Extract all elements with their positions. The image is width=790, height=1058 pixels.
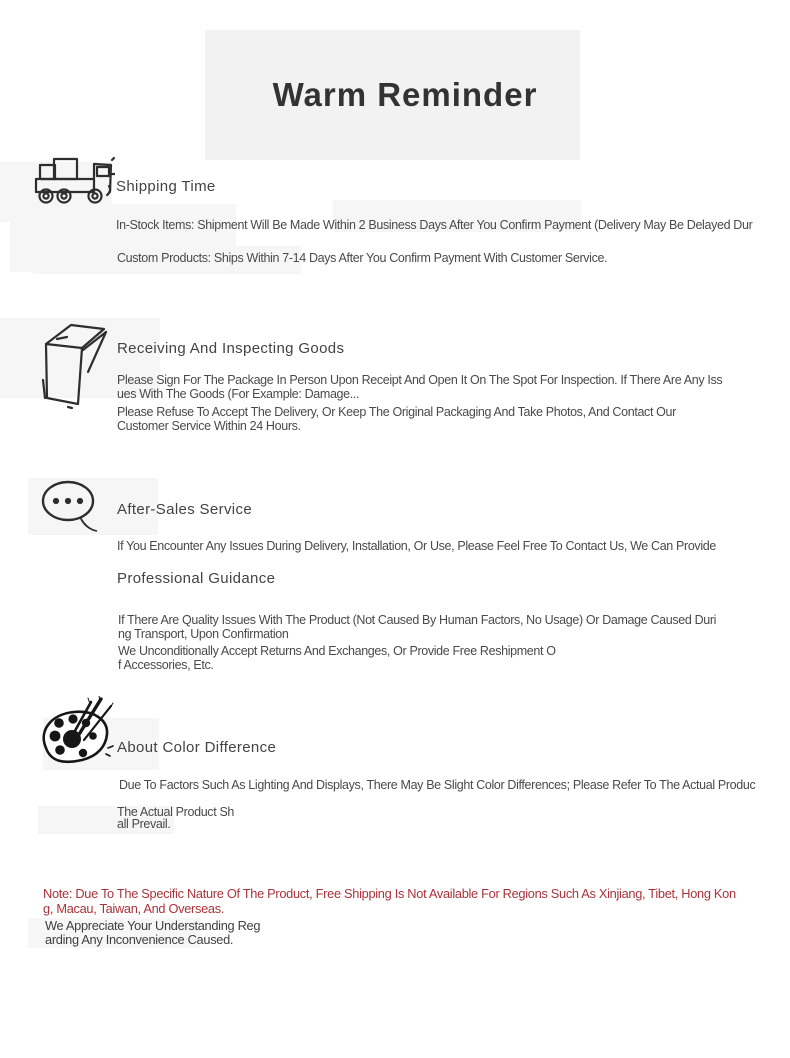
- section-heading-receiving: Receiving And Inspecting Goods: [117, 340, 345, 357]
- after-sales-paragraph: [118, 644, 556, 672]
- apology-text: [45, 919, 260, 947]
- text-line: If There Are Quality Issues With The Product (Not Caused By Human Factors, No Usage) Or Damage Caused Duri: [118, 613, 717, 627]
- shipping-paragraph: [116, 218, 752, 232]
- text-line: We Appreciate Your Understanding Reg: [45, 918, 261, 933]
- text-line: The Actual Product Sh: [117, 805, 235, 819]
- text-line: Due To Factors Such As Lighting And Displays, There May Be Slight Color Differences; Please Refer To The Actual Produc: [119, 778, 756, 792]
- text-line: In-Stock Items: Shipment Will Be Made Within 2 Business Days After You Confirm Payment (Delivery May Be Delayed Dur: [116, 218, 753, 232]
- text-line: Please Sign For The Package In Person Upon Receipt And Open It On The Spot For Inspection. If There Are Any Iss: [117, 373, 723, 387]
- page-title: Warm Reminder: [272, 76, 538, 113]
- text-line: If You Encounter Any Issues During Delivery, Installation, Or Use, Please Feel Free To Contact Us, We Can Provide: [117, 539, 716, 553]
- package-box-icon: [38, 318, 110, 410]
- chat-bubble-icon: [40, 478, 100, 534]
- receiving-paragraph: [117, 373, 722, 401]
- section-heading-after-sales: After-Sales Service: [117, 501, 253, 518]
- after-sales-intro: [117, 539, 716, 553]
- paint-palette-icon: [36, 696, 118, 776]
- text-line: arding Any Inconvenience Caused.: [45, 932, 234, 947]
- text-line: f Accessories, Etc.: [118, 658, 214, 672]
- text-line: all Prevail.: [117, 817, 171, 831]
- text-line: Please Refuse To Accept The Delivery, Or Keep The Original Packaging And Take Photos, And Contact Our: [117, 405, 676, 419]
- delivery-truck-icon: [33, 152, 115, 206]
- shipping-restriction-note: [43, 886, 736, 916]
- color-difference-paragraph: [117, 806, 234, 830]
- note-line: Note: Due To The Specific Nature Of The Product, Free Shipping Is Not Available For Regions Such As Xinjiang, Tibet, Hong Kon: [43, 886, 736, 901]
- text-line: Customer Service Within 24 Hours.: [117, 419, 301, 433]
- section-heading-color-difference: About Color Difference: [117, 739, 277, 756]
- note-line: g, Macau, Taiwan, And Overseas.: [43, 901, 225, 916]
- text-line: We Unconditionally Accept Returns And Exchanges, Or Provide Free Reshipment O: [118, 644, 556, 658]
- shipping-paragraph: [117, 251, 607, 265]
- text-line: ues With The Goods (For Example: Damage...: [117, 387, 360, 401]
- receiving-paragraph: [117, 405, 676, 433]
- section-heading-shipping-time: Shipping Time: [116, 178, 216, 195]
- text-line: Custom Products: Ships Within 7-14 Days After You Confirm Payment With Customer Service.: [117, 251, 608, 265]
- after-sales-paragraph: [118, 613, 716, 641]
- subheading-professional-guidance: Professional Guidance: [117, 570, 276, 587]
- text-line: ng Transport, Upon Confirmation: [118, 627, 289, 641]
- color-difference-paragraph: [119, 778, 755, 792]
